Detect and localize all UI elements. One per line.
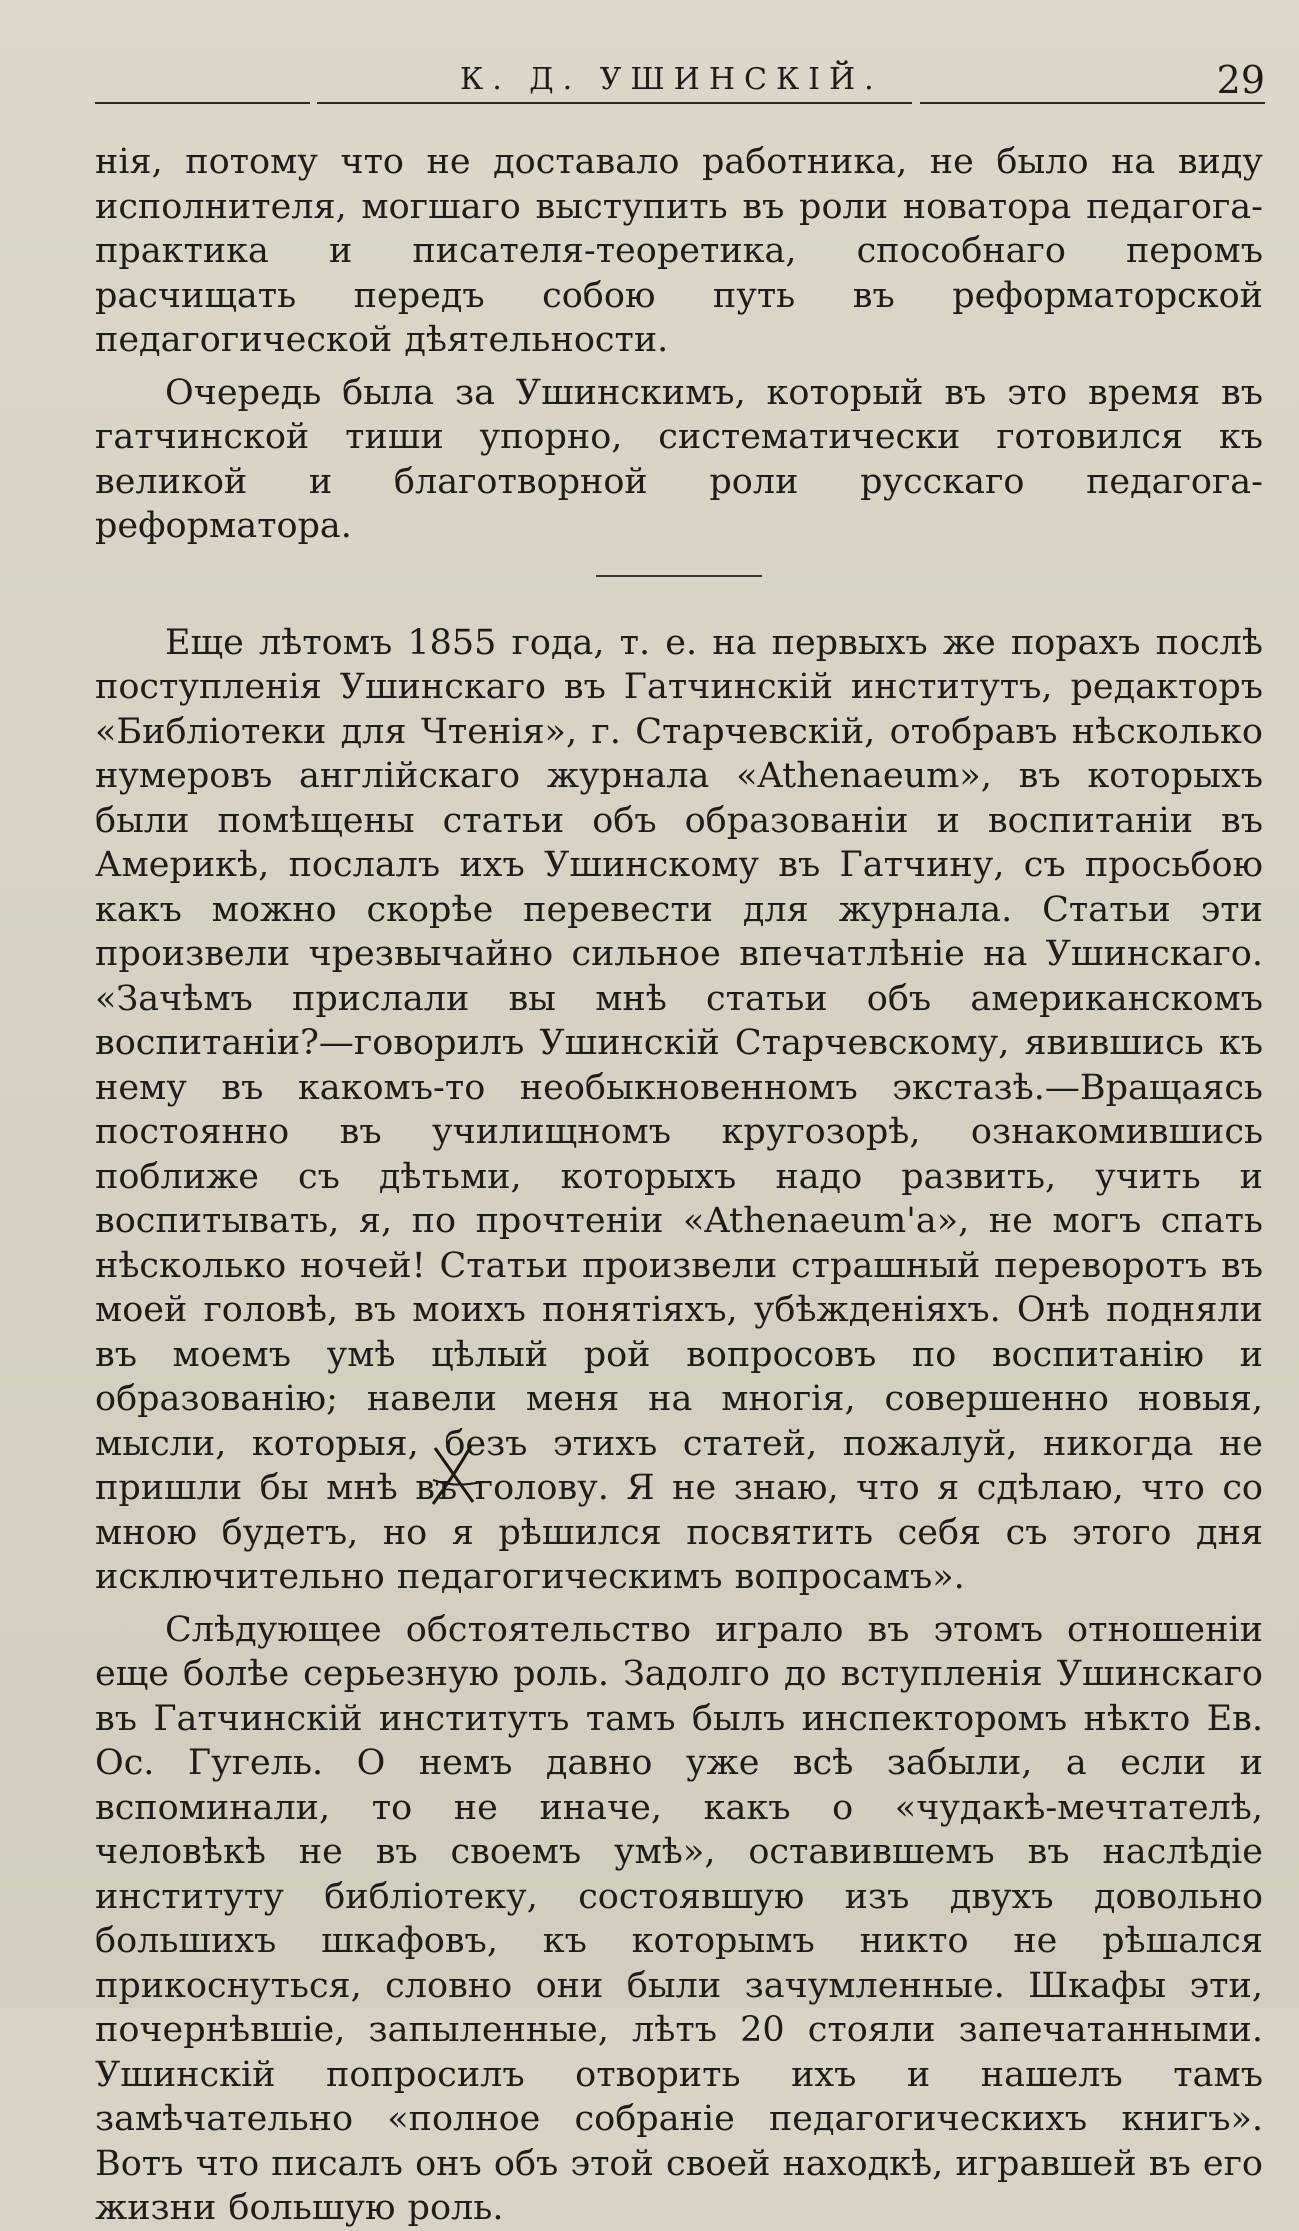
running-title: К. Д. УШИНСКІЙ. bbox=[460, 62, 883, 97]
pen-cross-mark bbox=[425, 1440, 485, 1510]
header-rule-middle bbox=[317, 102, 912, 104]
header-rule-left bbox=[95, 102, 310, 104]
paragraph: Еще лѣтомъ 1855 года, т. е. на первыхъ же порахъ послѣ поступленія Ушинскаго въ Гатчинскій институтъ, редакторъ «Библіотеки для Чтенія», г. Старчевскій, отобравъ нѣсколько нумеровъ англійскаго журнала «Athenaeum», въ которыхъ были помѣщены статьи объ образованіи и воспитаніи въ Америкѣ, послалъ ихъ Ушинскому въ Гатчину, съ просьбою какъ можно скорѣе перевести для журнала. Статьи эти произвели чрезвычайно сильное впечатлѣніе на Ушинскаго. «Зачѣмъ прислали вы мнѣ статьи объ американскомъ воспитаніи?—говорилъ Ушинскій Старчевскому, явившись къ нему въ какомъ-то необыкновенномъ экстазѣ.—Вращаясь постоянно въ училищномъ кругозорѣ, ознакомившись поближе съ дѣтьми, которыхъ надо развить, учить и воспитывать, я, по прочтеніи «Athenaeum'а», не могъ спать нѣсколько ночей! Статьи произвели страшный переворотъ въ моей головѣ, въ моихъ понятіяхъ, убѣжденіяхъ. Онѣ подняли въ моемъ умѣ цѣлый рой вопросовъ по воспитанію и образованію; навели меня на многія, совершенно новыя, мысли, которыя, безъ этихъ статей, пожалуй, никогда не пришли бы мнѣ въ голову. Я не знаю, что я сдѣлаю, что со мною будетъ, но я рѣшился посвятить себя съ этого дня исключительно педагогическимъ вопросамъ». bbox=[95, 622, 1263, 1597]
section-separator bbox=[596, 575, 762, 577]
paragraph: Очередь была за Ушинскимъ, который въ это время въ гатчинской тиши упорно, систематически готовился къ великой и благотворной роли русскаго педагога-реформатора. bbox=[95, 372, 1263, 546]
body-text bbox=[95, 140, 1263, 2231]
paragraph-continuation: нія, потому что не доставало работника, не было на виду исполнителя, могшаго выступить въ роли новатора педагога-практика и писателя-теоретика, способнаго перомъ расчищать передъ собою путь въ реформаторской педагогической дѣятельности. bbox=[95, 142, 1263, 360]
header-rule-right bbox=[920, 102, 1265, 104]
paragraph: Слѣдующее обстоятельство играло въ этомъ отношеніи еще болѣе серьезную роль. Задолго до вступленія Ушинскаго въ Гатчинскій институтъ тамъ былъ инспекторомъ нѣкто Ев. Ос. Гугель. О немъ давно уже всѣ забыли, а если и вспоминали, то не иначе, какъ о «чудакѣ-мечтателѣ, человѣкѣ не въ своемъ умѣ», оставившемъ въ наслѣдіе институту библіотеку, состоявшую изъ двухъ довольно большихъ шкафовъ, къ которымъ никто не рѣшался прикоснуться, словно они были зачумленные. Шкафы эти, почернѣвшіе, запыленные, лѣтъ 20 стояли запечатанными. Ушинскій попросилъ отворить ихъ и нашелъ тамъ замѣчательно «полное собраніе педагогическихъ книгъ». Вотъ что писалъ онъ объ этой своей находкѣ, игравшей въ его жизни большую роль. bbox=[95, 1609, 1263, 2228]
page-number: 29 bbox=[1216, 58, 1265, 102]
page-header bbox=[95, 58, 1265, 110]
